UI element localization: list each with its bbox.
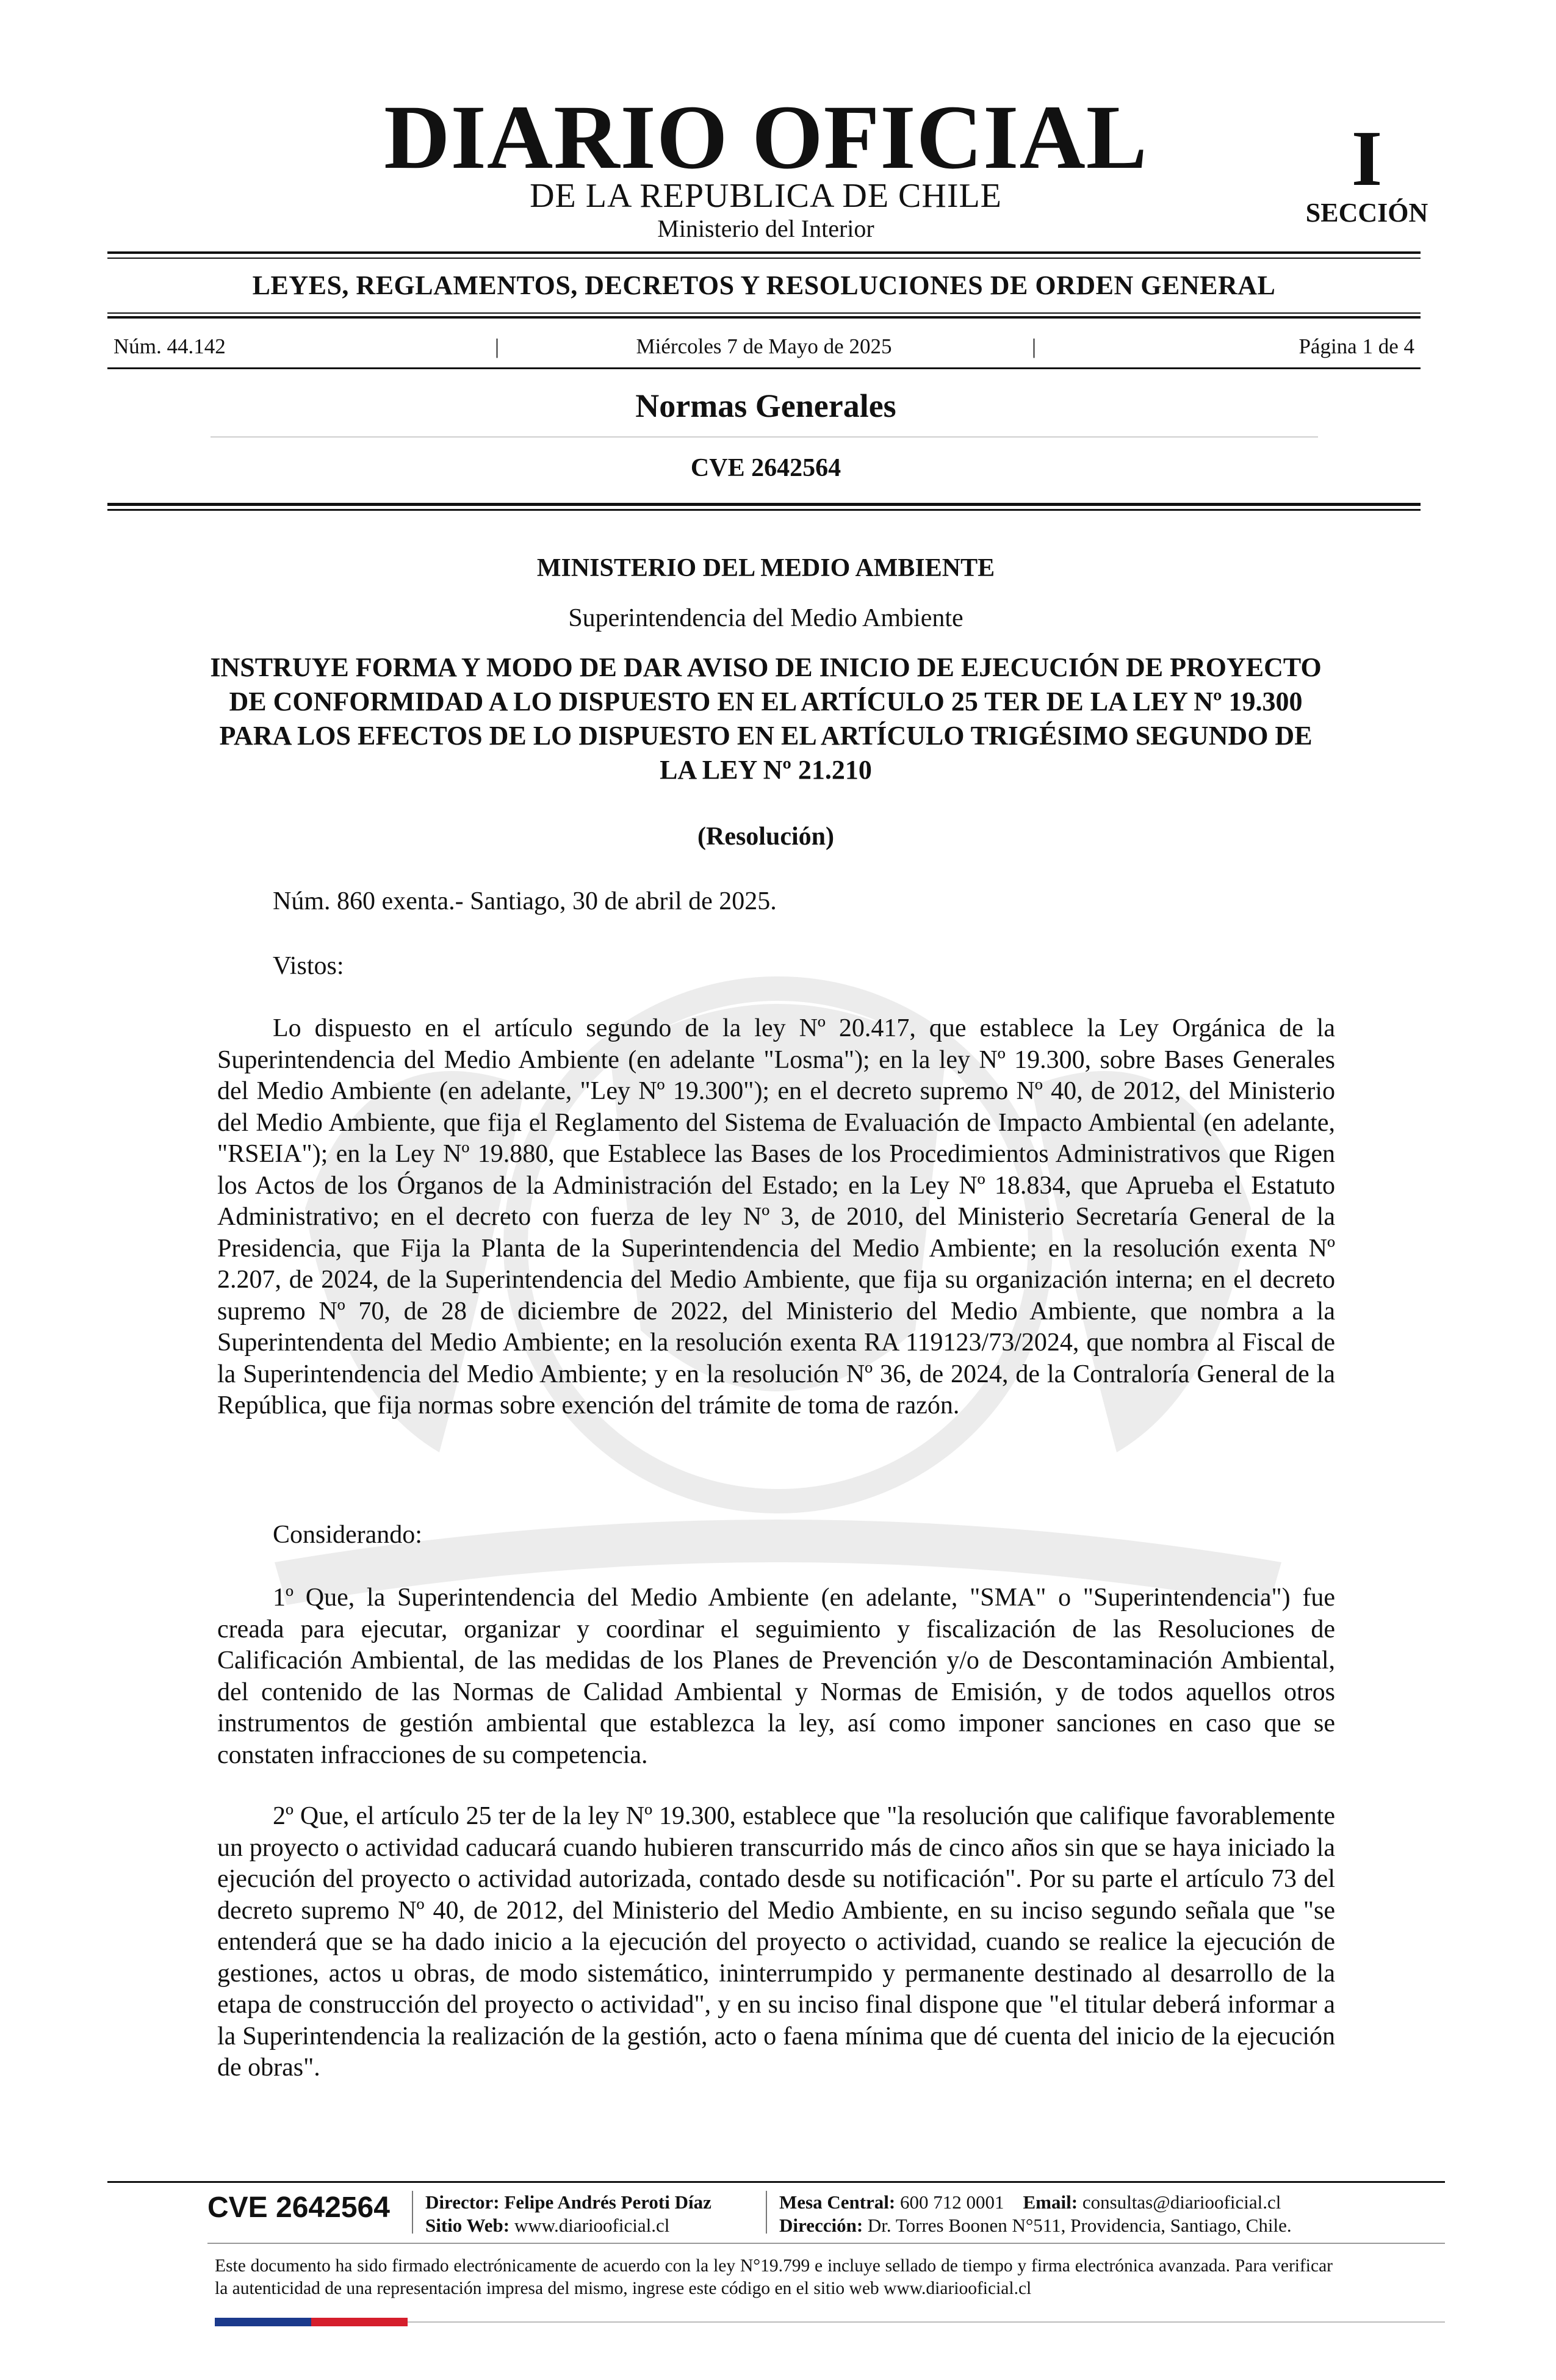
- flag-stripe-blue: [215, 2318, 311, 2326]
- document-type: (Resolución): [697, 823, 834, 851]
- issue-info-row: [113, 334, 1414, 359]
- issue-date: Miércoles 7 de Mayo de 2025: [636, 334, 892, 358]
- footer-contact-left: [425, 2191, 711, 2237]
- section-heading-rule: [211, 436, 1318, 438]
- footer-rule-bottom: [408, 2321, 1445, 2323]
- footer-contact-right: [779, 2191, 1292, 2237]
- document-agency: Superintendencia del Medio Ambiente: [568, 604, 963, 632]
- flag-stripe-red: [311, 2318, 408, 2326]
- section-heading: Normas Generales: [635, 388, 896, 424]
- footer-rule: [107, 2181, 1445, 2183]
- masthead-ministry: Ministerio del Interior: [657, 215, 874, 242]
- section-label: SECCIÓN: [1305, 198, 1428, 228]
- vistos-label: Vistos:: [273, 952, 344, 980]
- cve-rule: [107, 503, 1421, 506]
- issue-separator: |: [495, 334, 500, 358]
- banner-rule: [107, 316, 1421, 319]
- footer-signature-note: Este documento ha sido firmado electrónicamente de acuerdo con la ley N°19.799 e incluye sellado de tiempo y firma electrónica avanzada. Para verificar la autenticidad de una representación impresa del mismo, ingrese este código en el sitio web www.diariooficial.cl: [215, 2256, 1333, 2298]
- vistos-paragraph: Lo dispuesto en el artículo segundo de la ley Nº 20.417, que establece la Ley Orgánica de la Superintendencia del Medio Ambiente (en adelante "Losma"); en la ley Nº 19.300, sobre Bases Generales del Medio Ambiente (en adelante, "Ley Nº 19.300"); en el decreto supremo Nº 40, de 2012, del Ministerio del Medio Ambiente, que fija el Reglamento del Sistema de Evaluación de Impacto Ambiental (en adelante, "RSEIA"); en la Ley Nº 19.880, que Establece las Bases de los Procedimientos Administrativos que Rigen los Actos de los Órganos de la Administración del Estado; en la Ley Nº 18.834, que Aprueba el Estatuto Administrativo; en el decreto con fuerza de ley Nº 3, de 2010, del Ministerio Secretaría General de la Presidencia, que Fija la Planta de la Superintendencia del Medio Ambiente; en la resolución exenta Nº 2.207, de 2024, de la Superintendencia del Medio Ambiente, que fija su organización interna; en el decreto supremo Nº 70, de 28 de diciembre de 2022, del Ministerio del Medio Ambiente, que nombra a la Superintendenta del Medio Ambiente; en la resolución exenta RA 119123/73/2024, que nombra al Fiscal de la Superintendencia del Medio Ambiente; y en la resolución Nº 36, de 2024, de la Contraloría General de la República, que fija normas sobre exención del trámite de toma de razón.: [217, 1014, 1335, 1419]
- footer-phone-value: 600 712 0001: [900, 2191, 1004, 2213]
- issue-number: Núm. 44.142: [113, 334, 226, 358]
- considerando-paragraph-1: 1º Que, la Superintendencia del Medio Ambiente (en adelante, "SMA" o "Superintendencia") fue creada para ejecutar, organizar y coordinar el seguimiento y fiscalización de las Resoluciones de Calificación Ambiental, de las medidas de los Planes de Prevención y/o de Descontaminación Ambiental, del contenido de las Normas de Calidad Ambiental y Normas de Emisión, y de todos aquellos otros instrumentos de gestión ambiental que establezca la ley, así como imponer sanciones en caso que se constaten infracciones de su competencia.: [217, 1584, 1335, 1769]
- footer-divider: [766, 2191, 767, 2234]
- footer-website-link[interactable]: www.diariooficial.cl: [514, 2215, 670, 2236]
- banner-title: LEYES, REGLAMENTOS, DECRETOS Y RESOLUCIONES DE ORDEN GENERAL: [252, 270, 1276, 300]
- footer-address-value: Dr. Torres Boonen N°511, Providencia, Santiago, Chile.: [867, 2215, 1292, 2236]
- footer-email-link[interactable]: consultas@diariooficial.cl: [1082, 2191, 1281, 2213]
- page-indicator: Página 1 de 4: [1298, 334, 1414, 358]
- header-rule-top-thin: [107, 258, 1421, 259]
- cve-rule-thin: [107, 509, 1421, 511]
- footer-email-label: Email:: [1023, 2191, 1078, 2213]
- footer-rule-mid: [207, 2243, 1445, 2244]
- footer-cve-code: CVE 2642564: [207, 2191, 390, 2224]
- cve-code: CVE 2642564: [690, 454, 841, 482]
- footer-address-label: Dirección:: [779, 2215, 863, 2236]
- considerando-paragraph-2: 2º Que, el artículo 25 ter de la ley Nº 19.300, establece que "la resolución que califique favorablemente un proyecto o actividad caducará cuando hubieren transcurrido más de cinco años sin que se haya iniciado la ejecución del proyecto o actividad autorizada, contado desde su notificación". Por su parte el artículo 73 del decreto supremo Nº 40, de 2012, del Ministerio del Medio Ambiente, en su inciso segundo señala que "se entenderá que se ha dado inicio a la ejecución del proyecto o actividad, cuando se realice la ejecución de gestiones, actos u obras, de modo sistemático, ininterrumpido y permanente destinado al desarrollo de la etapa de construcción del proyecto o actividad", y en su inciso final dispone que "el titular deberá informar a la Superintendencia la realización de la gestión, acto o faena mínima que dé cuenta del inicio de la ejecución de obras".: [217, 1802, 1335, 2082]
- header-rule-top: [107, 251, 1421, 254]
- footer-phone-label: Mesa Central:: [779, 2191, 896, 2213]
- resolution-number-line: Núm. 860 exenta.- Santiago, 30 de abril de 2025.: [273, 887, 777, 915]
- footer-director-value: Felipe Andrés Peroti Díaz: [504, 2191, 711, 2213]
- considerando-label: Considerando:: [273, 1521, 422, 1549]
- section-number: I: [1351, 115, 1383, 203]
- issue-separator: |: [1032, 334, 1037, 358]
- document-title: INSTRUYE FORMA Y MODO DE DAR AVISO DE INICIO DE EJECUCIÓN DE PROYECTO DE CONFORMIDAD A LO DISPUESTO EN EL ARTÍCULO 25 TER DE LA LEY Nº 19.300 PARA LOS EFECTOS DE LO DISPUESTO EN EL ARTÍCULO TRIGÉSIMO SEGUNDO DE LA LEY Nº 21.210: [210, 652, 1322, 785]
- footer-website-label: Sitio Web:: [425, 2215, 510, 2236]
- document-ministry: MINISTERIO DEL MEDIO AMBIENTE: [536, 554, 995, 582]
- banner-rule-thin: [107, 312, 1421, 314]
- footer-director-label: Director:: [425, 2191, 500, 2213]
- issue-rule: [107, 367, 1421, 369]
- masthead-subtitle: DE LA REPUBLICA DE CHILE: [530, 177, 1002, 215]
- footer-divider: [412, 2191, 413, 2234]
- masthead-title: DIARIO OFICIAL: [384, 87, 1148, 188]
